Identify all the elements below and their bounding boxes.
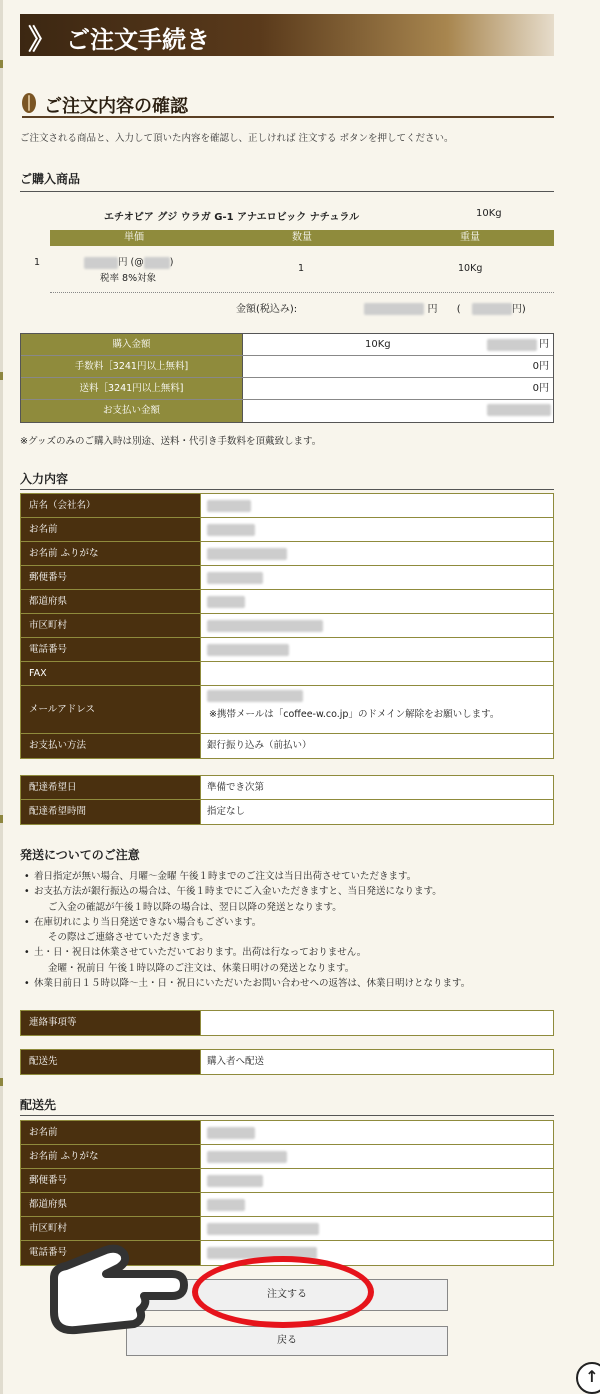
intro-text: ご注文される商品と、入力して頂いた内容を確認し、正しければ 注文する ボタンを押してください。: [20, 133, 454, 144]
summary-label: お支払い金額: [21, 400, 243, 422]
summary-label: 手数料［3241円以上無料]: [21, 356, 243, 377]
redacted-value: [207, 1127, 255, 1139]
row-value: [201, 662, 553, 685]
redacted-value: [487, 404, 551, 416]
row-label: お名前 ふりがな: [21, 1145, 201, 1168]
summary-value: 0円: [532, 383, 549, 394]
redacted-value: [207, 644, 289, 656]
row-label: メールアドレス: [21, 686, 201, 733]
chevron-icon: 》: [28, 23, 51, 56]
product-name: エチオピア グジ ウラガ G-1 アナエロビック ナチュラル: [104, 212, 360, 223]
row-label: 配達希望時間: [21, 800, 201, 824]
input-table: [20, 493, 554, 759]
table-row: [21, 1169, 553, 1193]
row-label: 電話番号: [21, 1241, 201, 1265]
row-label: 配送先: [21, 1050, 201, 1074]
list-item: その際はご連絡させていただきます。: [48, 932, 209, 944]
amount-total: 金額(税込み): 円 ( 円): [236, 304, 526, 315]
col-unit-price: 単価: [124, 232, 144, 243]
table-row: [21, 494, 553, 518]
row-value: [201, 566, 553, 589]
row-label: 郵便番号: [21, 566, 201, 589]
list-item: 金曜・祝前日 午後１時以降のご注文は、休業日明けの発送となります。: [48, 962, 355, 974]
row-value: [201, 1193, 553, 1216]
shipping-notes: [24, 869, 470, 991]
weight-value: 10Kg: [458, 263, 483, 274]
table-row: [21, 1011, 553, 1035]
scroll-top-icon[interactable]: ↑: [576, 1362, 600, 1394]
table-row: [21, 590, 553, 614]
redacted-value: [364, 303, 424, 315]
list-item: • 休業日前日１５時以降～土・日・祝日にいただいたお問い合わせへの返答は、休業日明けとなります。: [24, 976, 470, 991]
summary-row: [21, 378, 553, 400]
table-row: [21, 686, 553, 734]
redacted-value: [487, 339, 537, 351]
table-row: [21, 1217, 553, 1241]
product-heading: ご購入商品: [20, 172, 81, 186]
row-value: 準備でき次第: [207, 782, 265, 793]
row-value: [201, 590, 553, 613]
redacted-value: [207, 548, 287, 560]
divider: [20, 191, 554, 192]
list-item: ご入金の確認が午後１時以降の場合は、翌日以降の発送となります。: [48, 901, 342, 913]
divider: [20, 489, 554, 490]
summary-note: ※グッズのみのご購入時は別途、送料・代引き手数料を頂戴致します。: [20, 436, 322, 447]
row-value: [201, 542, 553, 565]
row-label: 連絡事項等: [21, 1011, 201, 1035]
summary-value: [243, 400, 553, 422]
table-row: [21, 662, 553, 686]
summary-row: [21, 400, 553, 422]
row-value: [201, 1145, 553, 1168]
summary-value: 10Kg 円: [365, 339, 549, 350]
table-row: [21, 734, 553, 758]
row-value: [201, 638, 553, 661]
row-label: 都道府県: [21, 590, 201, 613]
ship-heading: 配送先: [20, 1098, 57, 1112]
row-label: お名前: [21, 518, 201, 541]
redacted-value: [207, 500, 251, 512]
rail-mark: [0, 1078, 3, 1086]
delivery-time-table: [20, 775, 554, 825]
section-title-text: ご注文内容の確認: [44, 96, 188, 117]
left-rail: [0, 0, 3, 1394]
row-value: [201, 494, 553, 517]
page-header: [20, 14, 554, 56]
row-value: [201, 1217, 553, 1240]
summary-table: [20, 333, 554, 423]
row-value: 指定なし: [207, 806, 246, 817]
table-row: [21, 542, 553, 566]
table-row: [21, 566, 553, 590]
table-row: [21, 1193, 553, 1217]
product-table-header: [50, 230, 554, 246]
redacted-value: [472, 303, 512, 315]
row-value: 銀行振り込み（前払い）: [207, 740, 312, 751]
rail-mark: [0, 815, 3, 823]
row-label: お名前: [21, 1121, 201, 1144]
notes-heading: 発送についてのご注意: [20, 848, 140, 862]
summary-label: 送料［3241円以上無料]: [21, 378, 243, 399]
row-label: 郵便番号: [21, 1169, 201, 1192]
table-row: [21, 800, 553, 824]
coffee-bean-icon: [22, 93, 36, 113]
redacted-value: [207, 690, 303, 702]
rail-mark: [0, 372, 3, 380]
col-weight: 重量: [460, 232, 480, 243]
row-label: 市区町村: [21, 1217, 201, 1240]
redacted-value: [144, 257, 170, 269]
row-label: 都道府県: [21, 1193, 201, 1216]
table-row: [21, 1050, 553, 1074]
dotted-divider: [50, 292, 554, 293]
highlight-circle: [192, 1256, 374, 1328]
input-heading: 入力内容: [20, 472, 69, 486]
tax-note: 税率 8%対象: [100, 273, 157, 284]
list-item: • 在庫切れにより当日発送できない場合もございます。: [24, 915, 470, 930]
row-value: [201, 1169, 553, 1192]
summary-row: [21, 334, 553, 356]
contact-table: [20, 1010, 554, 1036]
redacted-value: [207, 524, 255, 536]
row-value: [201, 614, 553, 637]
row-label: お名前 ふりがな: [21, 542, 201, 565]
row-value: ※携帯メールは「coffee-w.co.jp」のドメイン解除をお願いします。: [201, 686, 553, 733]
redacted-value: [84, 257, 118, 269]
table-row: [21, 638, 553, 662]
redacted-value: [207, 1199, 245, 1211]
product-weight: 10Kg: [476, 208, 502, 219]
divider: [20, 1115, 554, 1116]
redacted-value: [207, 1223, 319, 1235]
order-button[interactable]: 注文する: [126, 1279, 448, 1311]
table-row: [21, 1121, 553, 1145]
list-item: • 土・日・祝日は休業させていただいております。出荷は行なっておりません。: [24, 945, 470, 960]
redacted-value: [207, 572, 263, 584]
table-row: [21, 518, 553, 542]
row-label: 店名（会社名）: [21, 494, 201, 517]
table-row: [21, 776, 553, 800]
list-item: • お支払方法が銀行振込の場合は、午後１時までにご入金いただきますと、当日発送になります。: [24, 884, 470, 899]
ship-dest-table: [20, 1049, 554, 1075]
summary-row: [21, 356, 553, 378]
row-label: FAX: [21, 662, 201, 685]
summary-label: 購入金額: [21, 334, 243, 355]
back-button[interactable]: 戻る: [126, 1326, 448, 1356]
pointing-hand-icon: [44, 1240, 194, 1340]
redacted-value: [207, 596, 245, 608]
row-value: [201, 1011, 553, 1035]
row-label: 配達希望日: [21, 776, 201, 799]
table-row: [21, 614, 553, 638]
redacted-value: [207, 1175, 263, 1187]
row-value: 購入者へ配送: [207, 1056, 265, 1067]
redacted-value: [207, 620, 323, 632]
row-label: 市区町村: [21, 614, 201, 637]
section-title: [22, 92, 554, 118]
summary-value: 0円: [532, 361, 549, 372]
rail-mark: [0, 60, 3, 68]
col-quantity: 数量: [292, 232, 312, 243]
page-title: ご注文手続き: [66, 26, 210, 54]
row-value: [201, 1121, 553, 1144]
quantity-value: 1: [298, 263, 305, 274]
table-row: [21, 1145, 553, 1169]
row-number: 1: [34, 257, 41, 268]
unit-price: 円 (@ ): [84, 254, 173, 269]
row-label: 電話番号: [21, 638, 201, 661]
row-value: [201, 518, 553, 541]
redacted-value: [207, 1151, 287, 1163]
row-label: お支払い方法: [21, 734, 201, 758]
list-item: • 着日指定が無い場合、月曜～金曜 午後１時までのご注文は当日出荷させていただきます。: [24, 869, 470, 884]
